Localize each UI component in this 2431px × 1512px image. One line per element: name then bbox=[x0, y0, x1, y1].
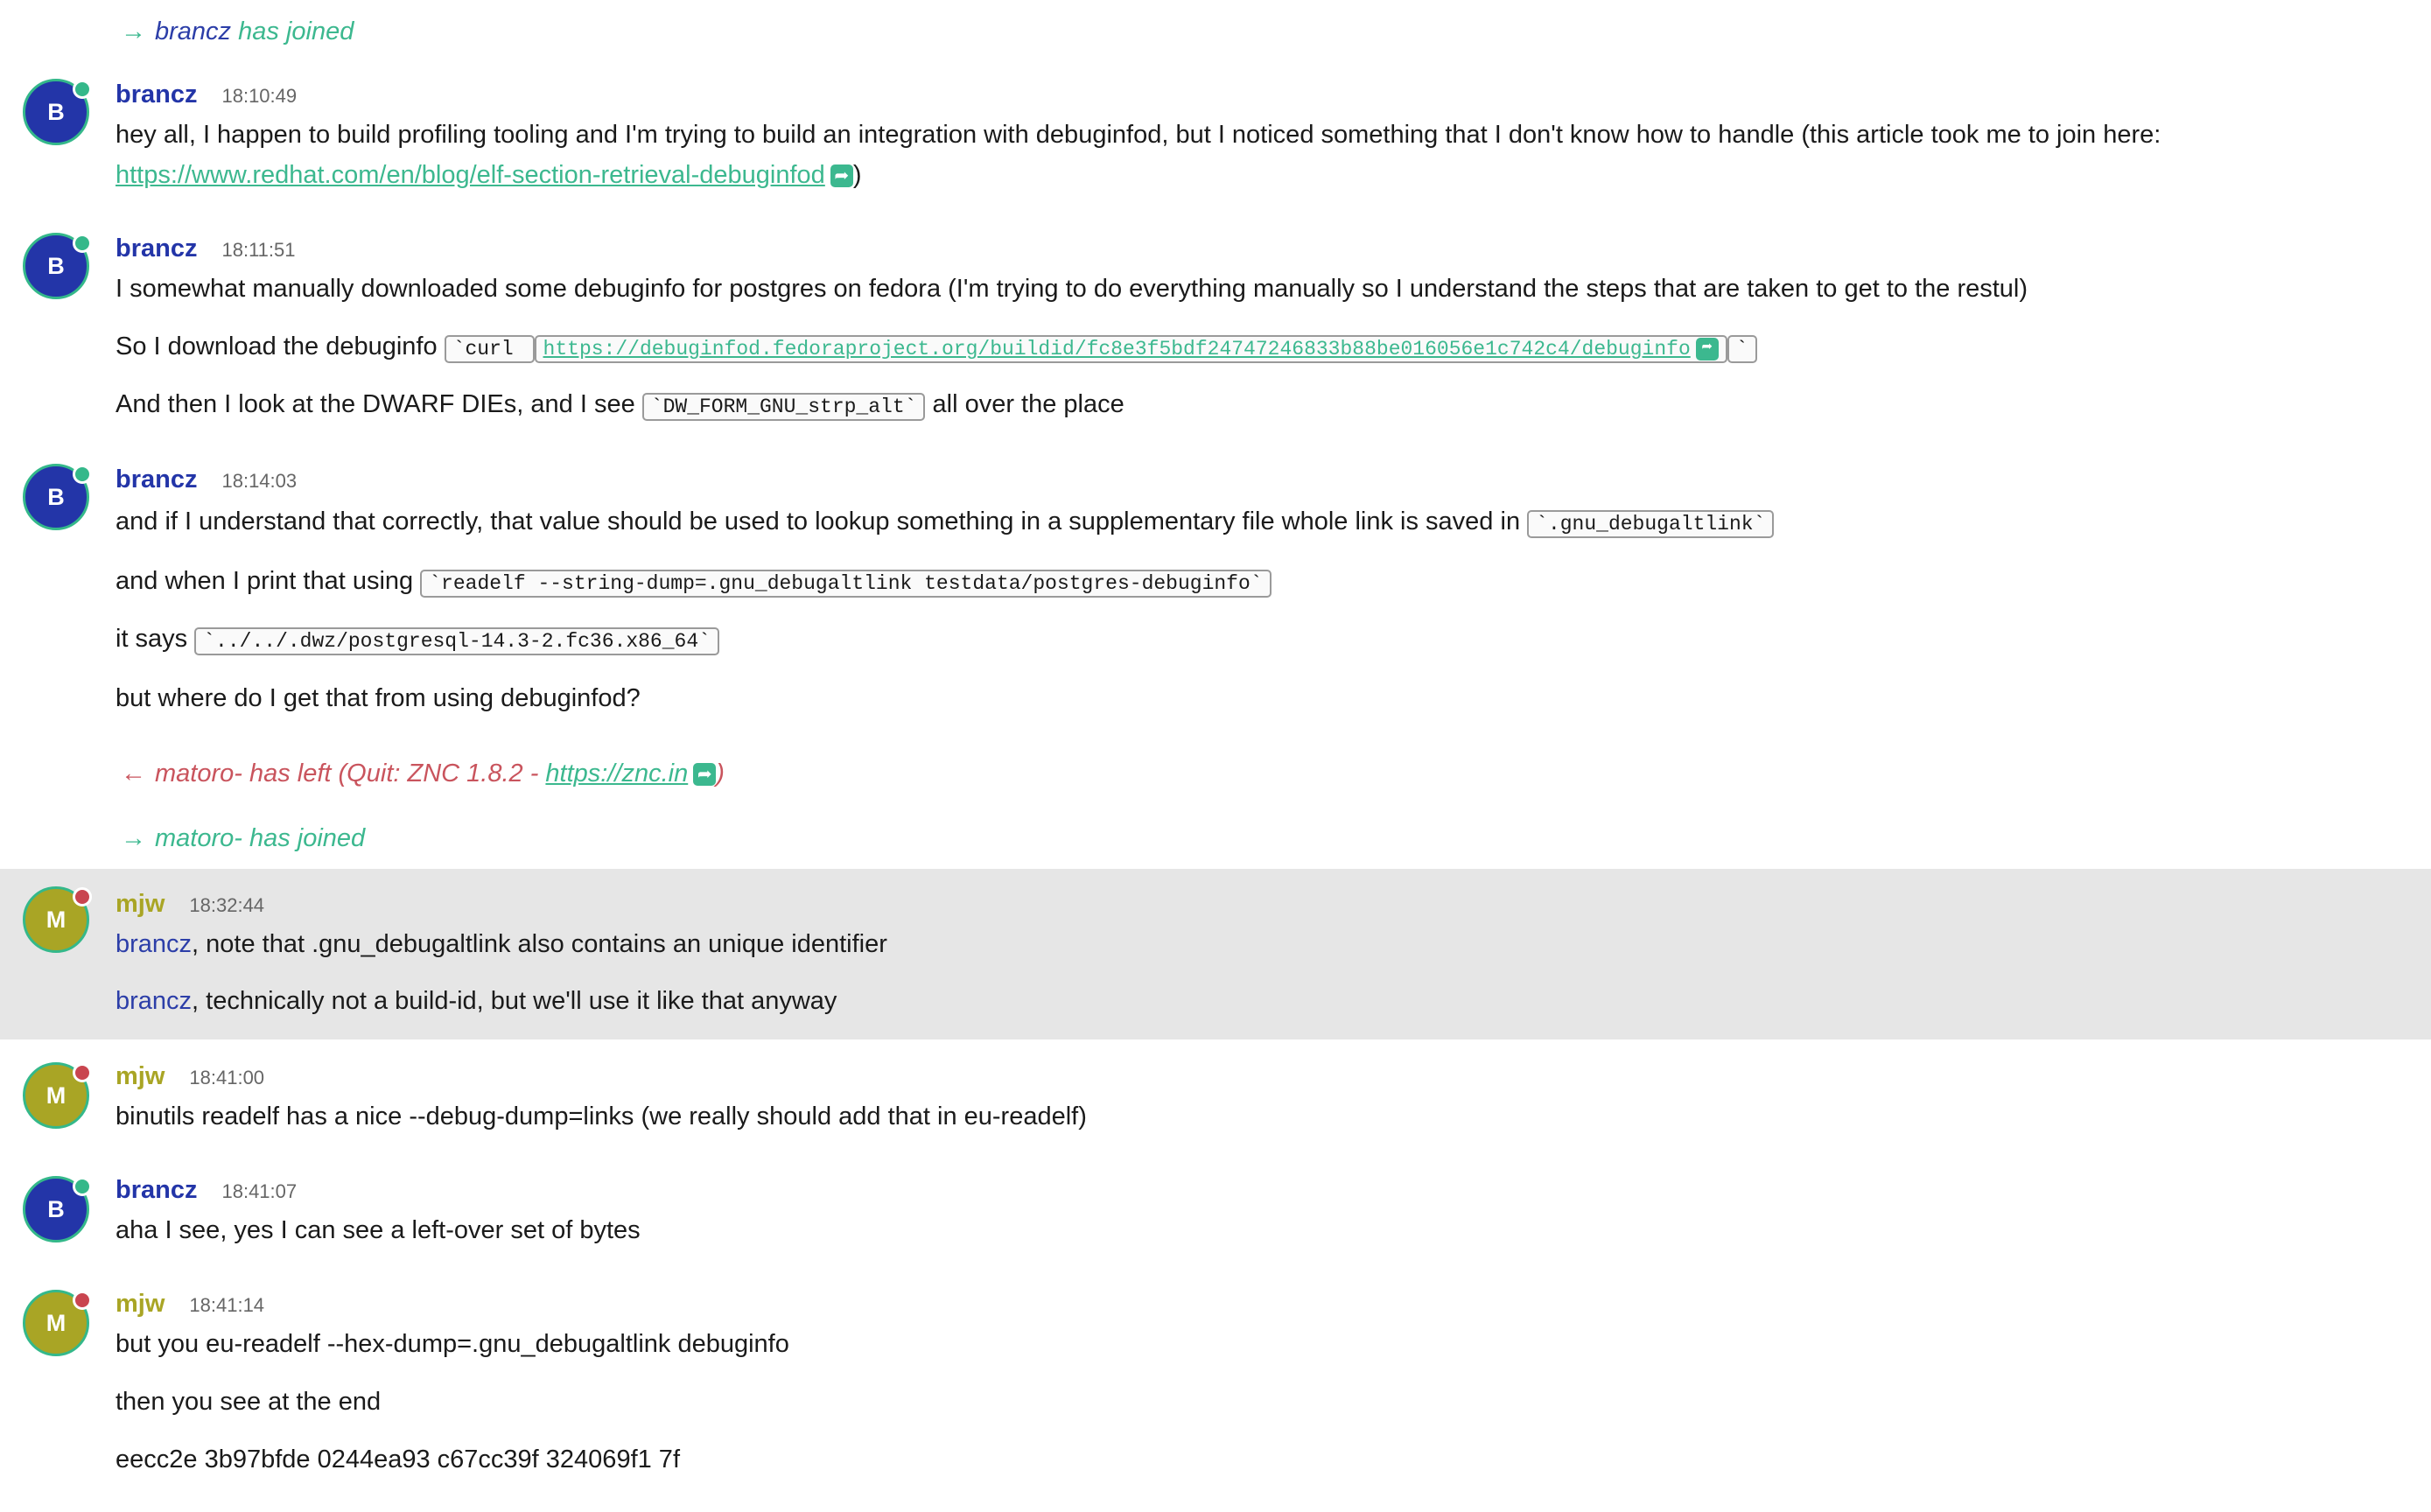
external-link-icon[interactable]: ➦ bbox=[830, 164, 853, 187]
event-text: matoro- has joined bbox=[155, 824, 366, 852]
message-time: 18:41:07 bbox=[221, 1180, 298, 1202]
inline-code: `DW_FORM_GNU_strp_alt` bbox=[642, 393, 926, 421]
message-time: 18:41:00 bbox=[189, 1067, 265, 1088]
message-time: 18:32:44 bbox=[189, 894, 265, 916]
message-text: And then I look at the DWARF DIEs, and I see `DW_FORM_GNU_strp_alt` all over the place bbox=[116, 387, 1124, 424]
message-nick[interactable]: brancz bbox=[116, 1176, 198, 1204]
message-text: hey all, I happen to build profiling tooling and I'm trying to build an integration with debuginfod, but I noticed something that I don't know how to handle (this article took me to join here: bbox=[116, 121, 2161, 149]
message-text: brancz, note that .gnu_debugaltlink also contains an unique identifier bbox=[116, 930, 887, 958]
online-status-dot bbox=[73, 465, 92, 484]
join-arrow-icon: → bbox=[121, 824, 146, 852]
message-text: brancz, technically not a build-id, but we'll use it like that anyway bbox=[116, 987, 837, 1015]
mention[interactable]: brancz bbox=[116, 987, 193, 1015]
event-nick[interactable]: brancz bbox=[155, 18, 232, 46]
message-text: but you eu-readelf --hex-dump=.gnu_debugaltlink debuginfo bbox=[116, 1330, 789, 1358]
away-status-dot bbox=[73, 1063, 92, 1082]
message-link[interactable]: https://www.redhat.com/en/blog/elf-section-retrieval-debuginfod bbox=[116, 161, 825, 189]
message bbox=[0, 1171, 2431, 1258]
message bbox=[0, 1057, 2431, 1144]
message bbox=[0, 224, 2431, 434]
message-nick[interactable]: brancz bbox=[116, 80, 198, 108]
message-time: 18:10:49 bbox=[221, 85, 298, 107]
message-text: So I download the debuginfo `curl https://debuginfod.fedoraproject.org/buildid/fc8e3f5bdf24747246833b88be016056e1c742c4/debuginfo ➦ ` bbox=[116, 329, 1757, 367]
avatar[interactable]: M bbox=[23, 1290, 89, 1356]
online-status-dot bbox=[73, 1177, 92, 1196]
message bbox=[0, 1284, 2431, 1503]
avatar[interactable]: B bbox=[23, 79, 89, 145]
message-text: binutils readelf has a nice --debug-dump=links (we really should add that in eu-readelf) bbox=[116, 1102, 1087, 1130]
avatar[interactable]: B bbox=[23, 233, 89, 299]
inline-code: `readelf --string-dump=.gnu_debugaltlink testdata/postgres-debuginfo` bbox=[420, 570, 1271, 598]
join-event bbox=[121, 822, 365, 854]
message-nick[interactable]: mjw bbox=[116, 1290, 165, 1318]
leave-event: ← matoro- has left (Quit: ZNC 1.8.2 - https://znc.in ➦ ) bbox=[121, 760, 725, 788]
leave-arrow-icon: ← bbox=[121, 760, 146, 788]
join-arrow-icon: → bbox=[121, 18, 146, 46]
event-link[interactable]: https://znc.in bbox=[545, 760, 689, 788]
message-text: https://www.redhat.com/en/blog/elf-section-retrieval-debuginfod ➦ ) bbox=[116, 161, 862, 189]
message-nick[interactable]: brancz bbox=[116, 234, 198, 262]
message-time: 18:41:14 bbox=[189, 1294, 265, 1316]
message-nick[interactable]: mjw bbox=[116, 1062, 165, 1090]
inline-code: `curl bbox=[445, 335, 535, 363]
message-time: 18:11:51 bbox=[221, 239, 296, 261]
inline-code: `../../.dwz/postgresql-14.3-2.fc36.x86_64` bbox=[194, 627, 719, 655]
highlighted-message bbox=[0, 869, 2431, 1040]
message-text: aha I see, yes I can see a left-over set of bytes bbox=[116, 1216, 641, 1244]
avatar[interactable]: B bbox=[23, 1176, 89, 1242]
inline-code: `.gnu_debugaltlink` bbox=[1527, 510, 1774, 538]
inline-code: ` bbox=[1727, 335, 1757, 363]
event-text: has joined bbox=[238, 18, 354, 46]
inline-code-link bbox=[535, 335, 1727, 363]
message-link[interactable]: https://debuginfod.fedoraproject.org/buildid/fc8e3f5bdf24747246833b88be016056e1c742c4/debuginfo bbox=[543, 338, 1691, 360]
message bbox=[0, 455, 2431, 726]
message-text: but where do I get that from using debuginfod? bbox=[116, 684, 641, 712]
external-link-icon[interactable]: ➦ bbox=[693, 763, 716, 786]
mention[interactable]: brancz bbox=[116, 930, 193, 958]
avatar[interactable]: M bbox=[23, 1062, 89, 1129]
message-text: and if I understand that correctly, that value should be used to lookup something in a supplementary file whole link is saved in `.gnu_debugaltlink` bbox=[116, 504, 1774, 542]
message-nick[interactable]: brancz bbox=[116, 466, 198, 494]
join-event bbox=[121, 16, 354, 47]
away-status-dot bbox=[73, 1291, 92, 1310]
message-text: and when I print that using `readelf --string-dump=.gnu_debugaltlink testdata/postgres-debuginfo` bbox=[116, 564, 1272, 601]
avatar[interactable]: B bbox=[23, 464, 89, 530]
external-link-icon[interactable]: ➦ bbox=[1696, 338, 1719, 360]
message-text: then you see at the end bbox=[116, 1388, 382, 1416]
message bbox=[0, 70, 2431, 201]
online-status-dot bbox=[73, 234, 92, 253]
message-text: it says `../../.dwz/postgresql-14.3-2.fc36.x86_64` bbox=[116, 621, 719, 659]
message-text: I somewhat manually downloaded some debuginfo for postgres on fedora (I'm trying to do everything manually so I understand the steps that are taken to get to the restul) bbox=[116, 275, 2028, 303]
message-text: eecc2e 3b97bfde 0244ea93 c67cc39f 324069f1 7f bbox=[116, 1446, 680, 1474]
away-status-dot bbox=[73, 887, 92, 906]
event-text: matoro- has left (Quit: ZNC 1.8.2 - bbox=[155, 760, 546, 788]
message-nick[interactable]: mjw bbox=[116, 890, 165, 918]
avatar[interactable]: M bbox=[23, 886, 89, 953]
message-time: 18:14:03 bbox=[221, 470, 298, 492]
online-status-dot bbox=[73, 80, 92, 99]
